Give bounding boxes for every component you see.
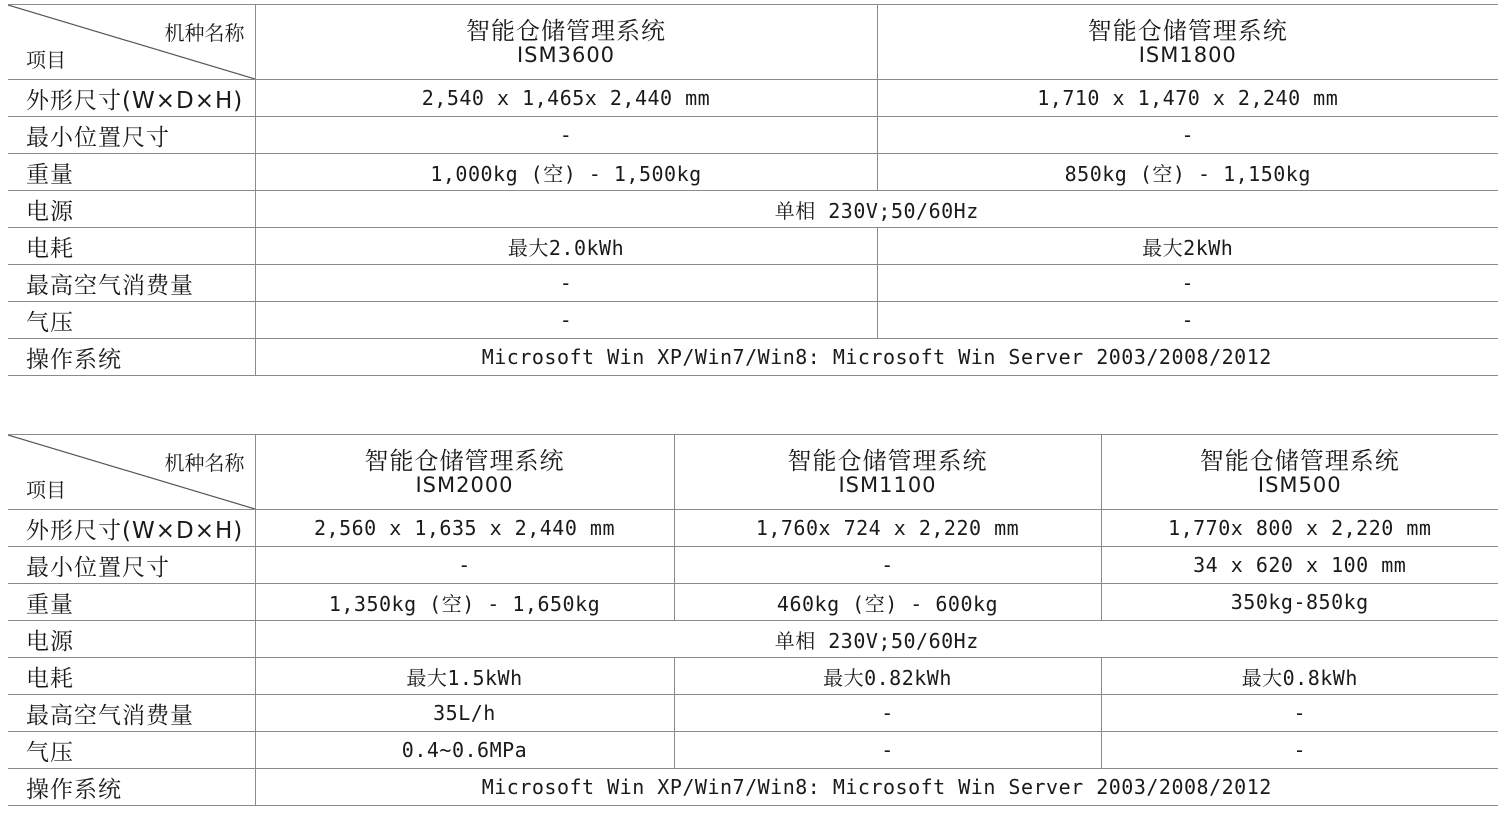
table-cell: 850kg (空) - 1,150kg [877,154,1498,191]
table-cell: 1,760x 724 x 2,220 mm [674,510,1101,547]
corner-label-model: 机种名称 [164,451,245,475]
table-row [8,191,1498,228]
table-cell-merged: 单相 230V;50/60Hz [255,621,1498,658]
table-cell-merged: Microsoft Win XP/Win7/Win8: Microsoft Win Server 2003/2008/2012 [255,339,1498,376]
row-label: 外形尺寸(W×D×H) [8,80,255,117]
table-row [8,302,1498,339]
table-cell-merged: Microsoft Win XP/Win7/Win8: Microsoft Win Server 2003/2008/2012 [255,769,1498,806]
table-cell: 最大1.5kWh [255,658,674,695]
row-label: 电耗 [8,228,255,265]
table-cell: - [877,117,1498,154]
table-cell: - [877,265,1498,302]
row-label: 电源 [8,191,255,228]
corner-cell [8,435,255,510]
spec-table-1 [8,4,1498,376]
table-cell: 1,770x 800 x 2,220 mm [1101,510,1498,547]
header-row [8,5,1498,80]
table-row [8,658,1498,695]
model-name: 智能仓储管理系统 [364,447,565,475]
model-code: ISM2000 [415,473,514,497]
row-label: 最小位置尺寸 [8,117,255,154]
table-cell: - [255,302,877,339]
row-label: 重量 [8,154,255,191]
table-cell: - [255,265,877,302]
table-row [8,339,1498,376]
row-label: 操作系统 [8,769,255,806]
table-cell: - [674,695,1101,732]
table-cell: - [1101,695,1498,732]
table-cell: - [255,117,877,154]
table-cell: 1,710 x 1,470 x 2,240 mm [877,80,1498,117]
model-header [1101,435,1498,510]
table-row [8,265,1498,302]
row-label: 重量 [8,584,255,621]
table-cell: 最大0.82kWh [674,658,1101,695]
model-header [877,5,1498,80]
table-cell: 2,560 x 1,635 x 2,440 mm [255,510,674,547]
table-row [8,732,1498,769]
table-cell: 35L/h [255,695,674,732]
table-cell-merged: 单相 230V;50/60Hz [255,191,1498,228]
row-label: 电源 [8,621,255,658]
model-header [255,5,877,80]
table-row [8,621,1498,658]
corner-label-item: 项目 [26,48,66,72]
table-cell: 最大0.8kWh [1101,658,1498,695]
table-cell: 34 x 620 x 100 mm [1101,547,1498,584]
model-code: ISM500 [1257,473,1342,497]
table-cell: 最大2kWh [877,228,1498,265]
table-cell: - [255,547,674,584]
model-name: 智能仓储管理系统 [787,447,988,475]
table-cell: 最大2.0kWh [255,228,877,265]
row-label: 电耗 [8,658,255,695]
table-cell: 460kg (空) - 600kg [674,584,1101,621]
model-header [674,435,1101,510]
table-row [8,547,1498,584]
row-label: 最高空气消费量 [8,695,255,732]
row-label: 最小位置尺寸 [8,547,255,584]
table-row [8,228,1498,265]
model-header [255,435,674,510]
table-row [8,695,1498,732]
table-cell: 1,350kg (空) - 1,650kg [255,584,674,621]
table-cell: 2,540 x 1,465x 2,440 mm [255,80,877,117]
table-cell: 1,000kg (空) - 1,500kg [255,154,877,191]
model-code: ISM3600 [516,43,616,67]
row-label: 气压 [8,302,255,339]
model-code: ISM1100 [838,473,937,497]
table-cell: - [877,302,1498,339]
model-code: ISM1800 [1138,43,1237,67]
corner-cell [8,5,255,80]
model-name: 智能仓储管理系统 [466,17,666,45]
table-cell: - [674,732,1101,769]
table-cell: - [674,547,1101,584]
table-cell: 0.4~0.6MPa [255,732,674,769]
row-label: 最高空气消费量 [8,265,255,302]
table-cell: 350kg-850kg [1101,584,1498,621]
table-row [8,510,1498,547]
corner-label-item: 项目 [26,478,66,502]
corner-label-model: 机种名称 [164,21,245,45]
row-label: 外形尺寸(W×D×H) [8,510,255,547]
table-row [8,154,1498,191]
table-row [8,769,1498,806]
row-label: 操作系统 [8,339,255,376]
spec-table-2 [8,434,1498,806]
table-row [8,584,1498,621]
model-name: 智能仓储管理系统 [1199,447,1400,475]
model-name: 智能仓储管理系统 [1087,17,1288,45]
row-label: 气压 [8,732,255,769]
table-row [8,80,1498,117]
table-cell: - [1101,732,1498,769]
header-row [8,435,1498,510]
table-row [8,117,1498,154]
